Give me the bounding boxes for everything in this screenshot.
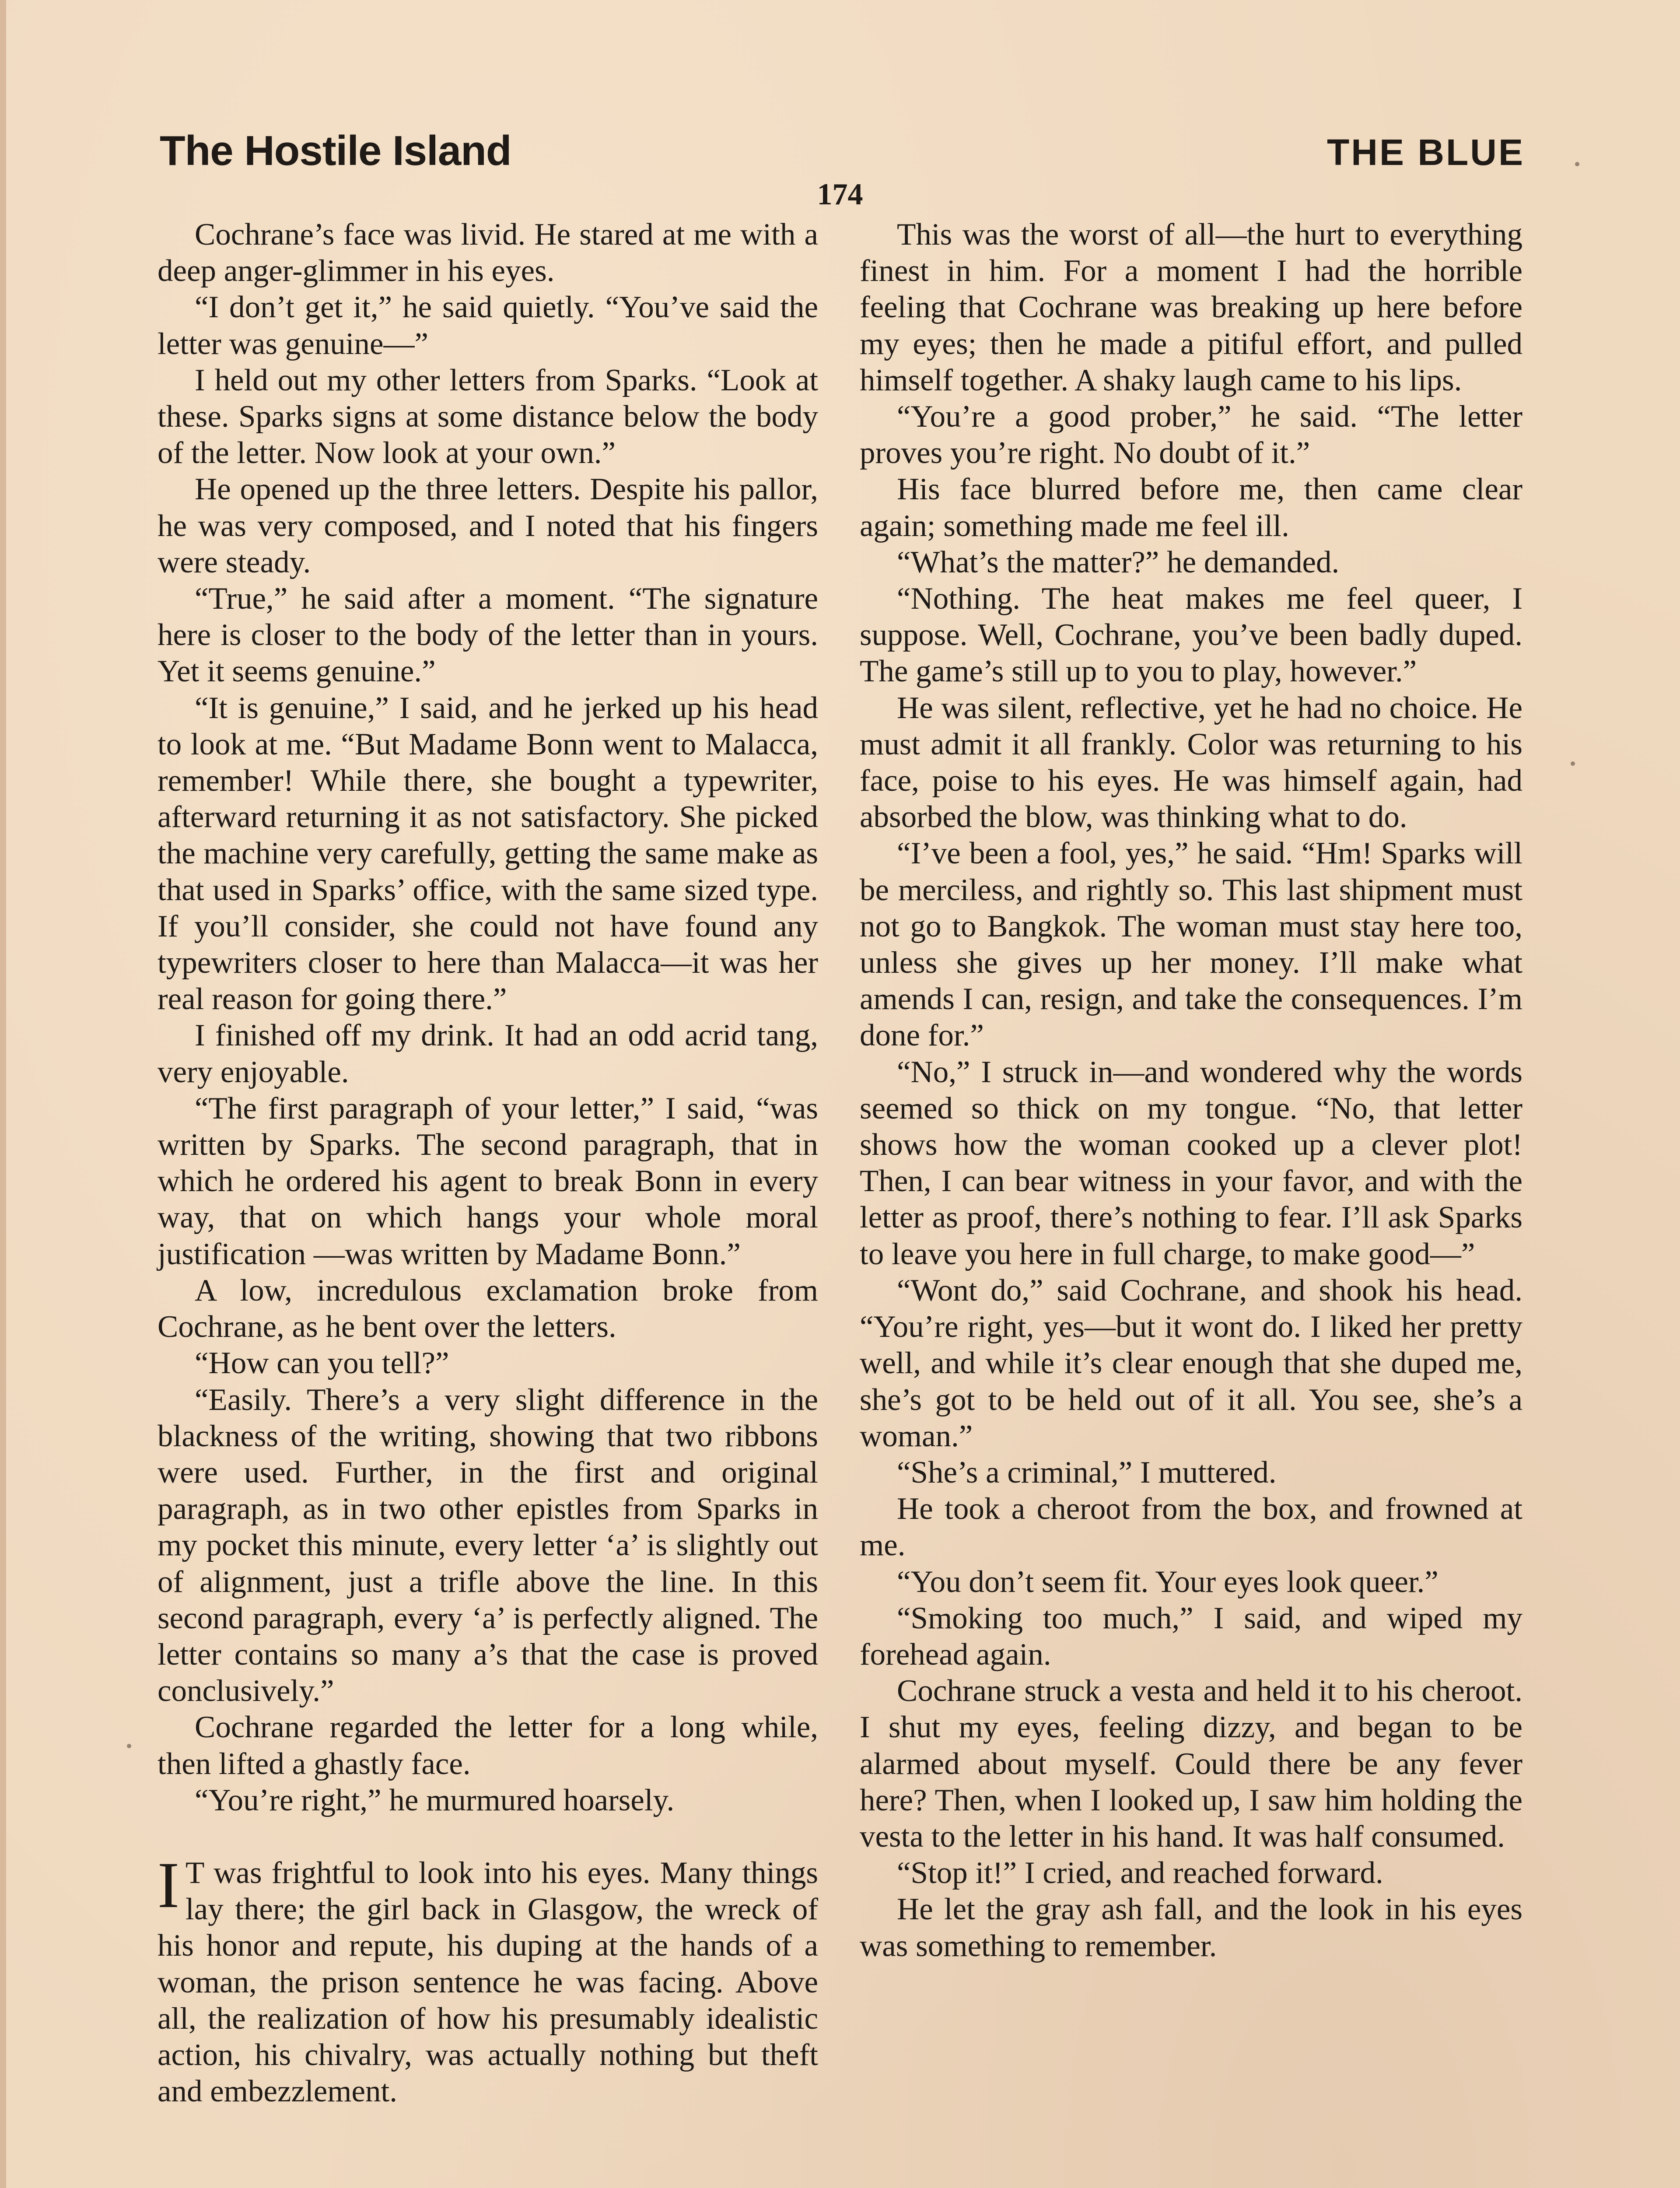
ink-speck xyxy=(1571,761,1575,766)
magazine-name: THE BLUE xyxy=(1327,132,1525,173)
paragraph: “It is genuine,” I said, and he jerked up his head to look at me. “But Madame Bonn went to Malacca, remember! While there, she bought a typewriter, afterward returning it as not satisfactory. She picked the machine very carefully, getting the same make as that used in Sparks’ office, with the same sized type. If you’ll consider, she could not have found any typewriters closer to here than Malacca—it was her real reason for going there.” xyxy=(158,691,818,1017)
page-number: 174 xyxy=(817,178,863,211)
right-column xyxy=(860,217,1522,1964)
paragraph: Cochrane’s face was livid. He stared at me with a deep anger-glimmer in his eyes. xyxy=(158,217,818,288)
paragraph: “You’re a good prober,” he said. “The letter proves you’re right. No doubt of it.” xyxy=(860,400,1522,470)
drop-cap: I xyxy=(158,1848,179,1922)
paragraph: He was silent, reflective, yet he had no choice. He must admit it all frankly. Color was returning to his face, poise to his eyes. He was himself again, had absorbed the blow, was thinking what to do. xyxy=(860,691,1522,835)
paragraph: A low, incredulous exclamation broke from Cochrane, as he bent over the letters. xyxy=(158,1273,818,1344)
section-opening-paragraph xyxy=(158,1848,818,2110)
paragraph: “True,” he said after a moment. “The signature here is closer to the body of the letter than in yours. Yet it seems genuine.” xyxy=(158,582,818,689)
paragraph: “No,” I struck in—and wondered why the words seemed so thick on my tongue. “No, that letter shows how the woman cooked up a clever plot! Then, I can bear witness in your favor, and with the letter as proof, there’s nothing to fear. I’ll ask Sparks to leave you here in full charge, to make good—” xyxy=(860,1055,1522,1271)
paragraph: Cochrane regarded the letter for a long while, then lifted a ghastly face. xyxy=(158,1710,818,1781)
paragraph: “Stop it!” I cried, and reached forward. xyxy=(897,1856,1383,1890)
paragraph: I held out my other letters from Sparks. “Look at these. Sparks signs at some distance below the body of the letter. Now look at your own.” xyxy=(158,363,818,470)
section-opening-text: T was frightful to look into his eyes. Many things lay there; the girl back in Glasgow, the wreck of his honor and repute, his duping at the hands of a woman, the prison sentence he was facing. Above all, the realization of how his presumably idealistic action, his chivalry, was actually nothing but theft and embezzlement. xyxy=(158,1855,818,2109)
paragraph: I finished off my drink. It had an odd acrid tang, very enjoyable. xyxy=(158,1018,818,1089)
paragraph: He took a cheroot from the box, and frowned at me. xyxy=(860,1492,1522,1563)
paragraph: This was the worst of all—the hurt to everything finest in him. For a moment I had the horrible feeling that Cochrane was breaking up here before my eyes; then he made a pitiful effort, and pulled himself together. A shaky laugh came to his lips. xyxy=(860,217,1522,397)
paragraph: “Smoking too much,” I said, and wiped my forehead again. xyxy=(860,1601,1522,1672)
page-left-edge xyxy=(0,0,6,2188)
paragraph: “Easily. There’s a very slight difference in the blackness of the writing, showing that two ribbons were used. Further, in the first and original paragraph, as in two other epistles from Sparks in my pocket this minute, every letter ‘a’ is slightly out of alignment, just a trifle above the line. In this second paragraph, every ‘a’ is perfectly aligned. The letter contains so many a’s that the case is proved conclusively.” xyxy=(158,1382,818,1708)
paragraph: “Wont do,” said Cochrane, and shook his head. “You’re right, yes—but it wont do. I liked her pretty well, and while it’s clear enough that she duped me, she’s got to be held out of it all. You see, she’s a woman.” xyxy=(860,1273,1522,1453)
paragraph: His face blurred before me, then came clear again; something made me feel ill. xyxy=(860,472,1522,543)
paragraph: “I don’t get it,” he said quietly. “You’ve said the letter was genuine—” xyxy=(158,290,818,361)
ink-speck xyxy=(1575,162,1579,166)
paragraph: “You’re right,” he murmured hoarsely. xyxy=(195,1783,675,1817)
paragraph: “The first paragraph of your letter,” I said, “was written by Sparks. The second paragraph, that in which he ordered his agent to break Bonn in every way, that on which hangs your whole moral justification —was written by Madame Bonn.” xyxy=(158,1091,818,1271)
left-column xyxy=(158,217,818,2110)
paragraph: “You don’t seem fit. Your eyes look queer.” xyxy=(897,1564,1438,1599)
paragraph: He opened up the three letters. Despite his pallor, he was very composed, and I noted that his fingers were steady. xyxy=(158,472,818,579)
paragraph: “I’ve been a fool, yes,” he said. “Hm! Sparks will be merciless, and rightly so. This last shipment must not go to Bangkok. The woman must stay here too, unless she gives up her money. I’ll make what amends I can, resign, and take the consequences. I’m done for.” xyxy=(860,836,1522,1053)
paragraph: “She’s a criminal,” I muttered. xyxy=(897,1455,1277,1490)
paragraph: “How can you tell?” xyxy=(195,1346,449,1381)
paragraph: “What’s the matter?” he demanded. xyxy=(897,545,1340,579)
paragraph: “Nothing. The heat makes me feel queer, I suppose. Well, Cochrane, you’ve been badly duped. The game’s still up to you to play, however.” xyxy=(860,582,1522,689)
ink-speck xyxy=(127,1744,131,1748)
paragraph: He let the gray ash fall, and the look in his eyes was something to remember. xyxy=(860,1892,1522,1963)
paragraph: Cochrane struck a vesta and held it to his cheroot. I shut my eyes, feeling dizzy, and began to be alarmed about myself. Could there be any fever here? Then, when I looked up, I saw him holding the vesta to the letter in his hand. It was half consumed. xyxy=(860,1674,1522,1854)
running-title: The Hostile Island xyxy=(160,127,511,174)
